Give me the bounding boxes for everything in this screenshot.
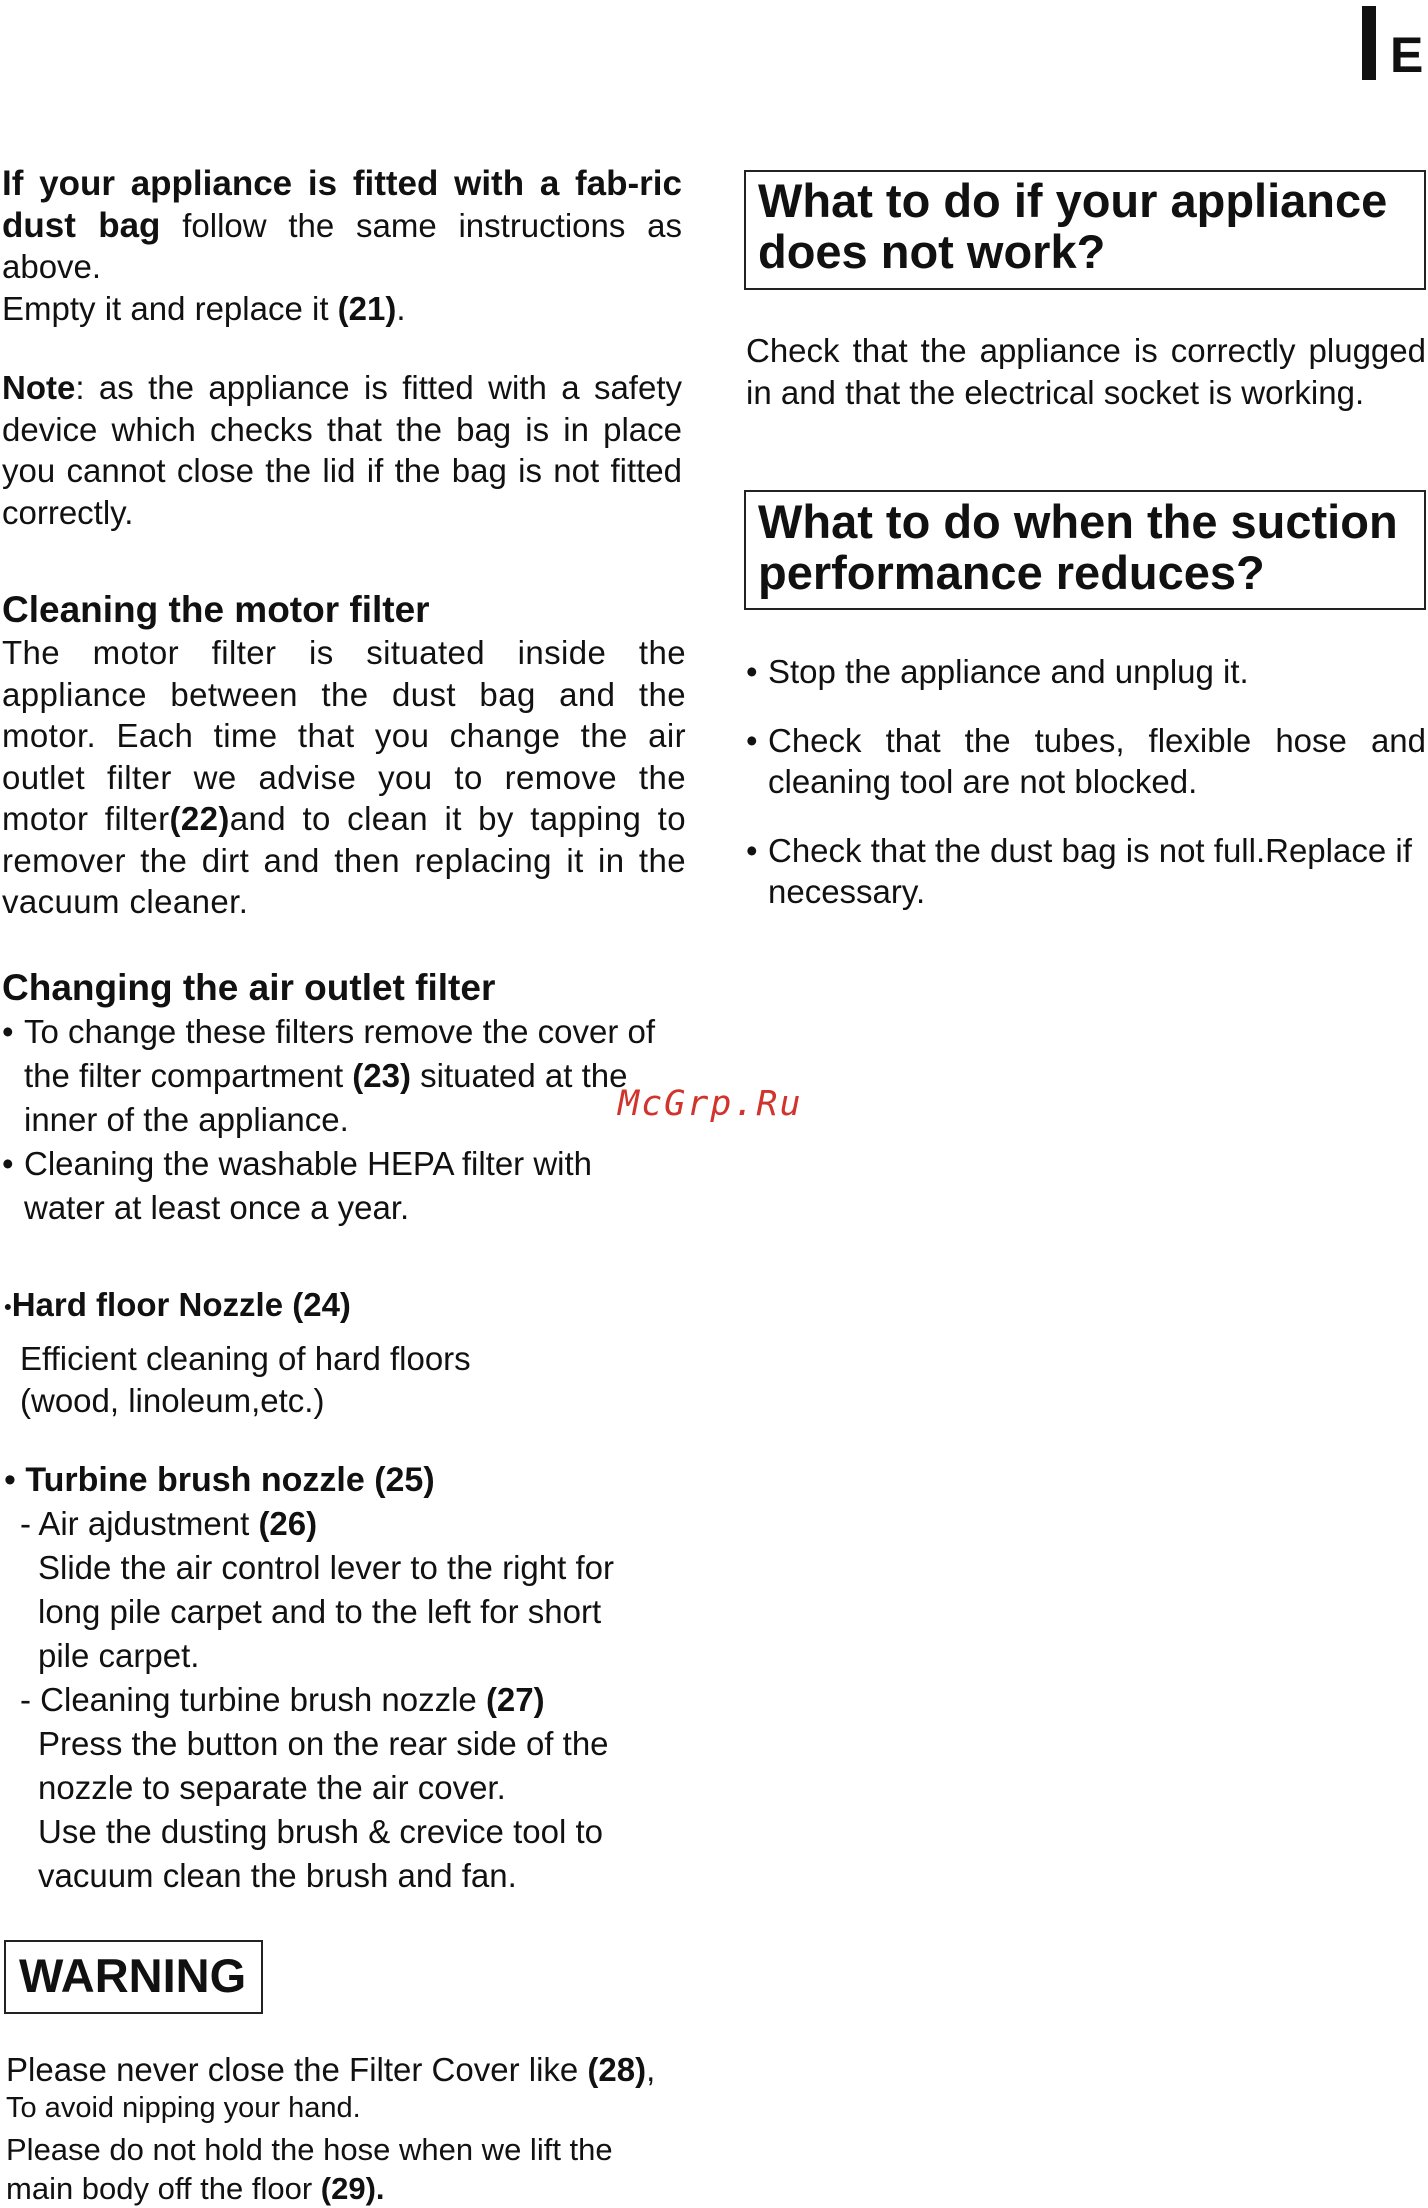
cleaning-turbine-text-2: Use the dusting brush & crevice tool to vacuum clean the brush and fan. <box>38 1812 603 1894</box>
ref-29: (29). <box>320 2171 385 2206</box>
ref-22: (22) <box>169 800 230 837</box>
suction-title: What to do when the suction performance reduces? <box>758 495 1398 599</box>
air-adjustment-text-body: Slide the air control lever to the right for long pile carpet and to the left for short pile carpet. <box>38 1548 614 1674</box>
motor-filter-paragraph <box>2 632 686 923</box>
cleaning-turbine-label <box>20 1678 664 1722</box>
air-outlet-item-1 <box>2 1010 682 1142</box>
warning-line-4-a: main body off the floor <box>6 2171 321 2206</box>
bullet-icon: • <box>746 653 758 690</box>
bullet-icon: • <box>746 831 758 869</box>
suction-list <box>746 651 1426 913</box>
empty-bag-line <box>2 288 682 330</box>
warning-title: WARNING <box>19 1949 247 2002</box>
hard-floor-line-2: (wood, linoleum,etc.) <box>20 1381 325 1419</box>
warning-line-1-a: Please never close the Filter Cover like <box>6 2051 588 2088</box>
air-outlet-item-2-text: Cleaning the washable HEPA filter with water at least once a year. <box>24 1145 593 1226</box>
hard-floor-title-line <box>4 1284 664 1328</box>
suction-item-text: Stop the appliance and unplug it. <box>768 653 1249 690</box>
ref-26: (26) <box>258 1504 318 1542</box>
suction-item <box>746 651 1426 693</box>
suction-box <box>744 490 1426 610</box>
note-section <box>2 367 682 533</box>
not-work-box <box>744 170 1426 290</box>
warning-line-3: Please do not hold the hose when we lift the <box>6 2132 613 2167</box>
ref-25: (25) <box>374 1461 435 1499</box>
bullet-icon: • <box>2 1013 14 1050</box>
note-text: : as the appliance is fitted with a safety device which checks that the bag is in place you cannot close the lid if the bag is not fitted correctly. <box>2 369 682 531</box>
turbine-title-line <box>4 1460 664 1502</box>
ref-23: (23) <box>352 1057 411 1094</box>
air-outlet-item-1-a: To change these filters remove the cover of the filter compartment <box>24 1013 655 1094</box>
turbine-section <box>4 1460 664 1898</box>
ref-28: (28) <box>587 2051 647 2088</box>
fabric-bag-paragraph <box>2 163 682 288</box>
air-adjustment-text: - Air ajdustment <box>20 1504 259 1542</box>
cleaning-turbine-text-1: Press the button on the rear side of the nozzle to separate the air cover. <box>38 1724 609 1806</box>
note-paragraph <box>2 367 682 533</box>
ref-27: (27) <box>485 1680 545 1718</box>
not-work-title: What to do if your appliance does not work? <box>758 174 1388 278</box>
cleaning-turbine-text: - Cleaning turbine brush nozzle <box>20 1680 486 1718</box>
warning-line-2: To avoid nipping your hand. <box>6 2092 361 2124</box>
motor-filter-section <box>2 588 686 923</box>
page-marker-bar <box>1362 6 1376 80</box>
warning-line-1 <box>6 2049 686 2091</box>
air-outlet-item-1-text <box>24 1010 674 1142</box>
air-outlet-item-2 <box>2 1142 682 1230</box>
warning-line-1-b: , <box>646 2051 656 2088</box>
suction-item <box>746 830 1426 913</box>
warning-box <box>4 1940 263 2014</box>
fabric-bag-section <box>2 163 682 329</box>
bullet-icon: • <box>4 1461 16 1499</box>
hard-floor-title: Hard floor Nozzle <box>11 1286 284 1323</box>
turbine-title: Turbine brush nozzle <box>25 1461 365 1499</box>
empty-bag-end: . <box>396 289 406 327</box>
motor-filter-text-a: The motor filter is situated inside the appliance between the dust bag and the motor. Each time that you change the air outlet filter we advise you to remove the motor filter <box>2 634 686 837</box>
ref-21: (21) <box>337 289 397 327</box>
air-outlet-item-1-b: situated at the inner of the appliance. <box>24 1057 628 1138</box>
hard-floor-line-1: Efficient cleaning of hard floors <box>20 1340 471 1378</box>
air-outlet-heading: Changing the air outlet filter <box>2 967 496 1008</box>
motor-filter-text-b: and to clean it by tapping to remover the dirt and then replacing it in the vacuum cleaner. <box>2 800 686 920</box>
note-label: Note <box>2 369 76 406</box>
ref-24: (24) <box>292 1286 351 1323</box>
bullet-icon: • <box>4 1294 12 1320</box>
motor-filter-heading: Cleaning the motor filter <box>2 589 430 630</box>
bullet-icon: • <box>2 1145 14 1182</box>
warning-line-4 <box>6 2171 686 2207</box>
suction-item <box>746 720 1426 803</box>
hard-floor-section <box>4 1284 664 1421</box>
suction-item-text: Check that the tubes, flexible hose and cleaning tool are not blocked. <box>768 721 1426 800</box>
warning-text <box>6 2049 686 2207</box>
air-outlet-section <box>2 966 682 1230</box>
air-adjustment-label <box>20 1502 664 1546</box>
fabric-bag-lead: If your appliance is fitted with a fab-ric dust bag <box>2 164 682 245</box>
bullet-icon: • <box>746 721 758 759</box>
language-code: E <box>1390 27 1424 83</box>
suction-item-text: Check that the dust bag is not full.Replace if necessary. <box>768 831 1412 910</box>
watermark: McGrp.Ru <box>618 1084 803 1124</box>
empty-bag-text: Empty it and replace it <box>2 289 338 327</box>
not-work-text: Check that the appliance is correctly plugged in and that the electrical socket is working. <box>746 332 1426 411</box>
fabric-bag-rest: follow the same instructions as above. <box>2 206 682 285</box>
